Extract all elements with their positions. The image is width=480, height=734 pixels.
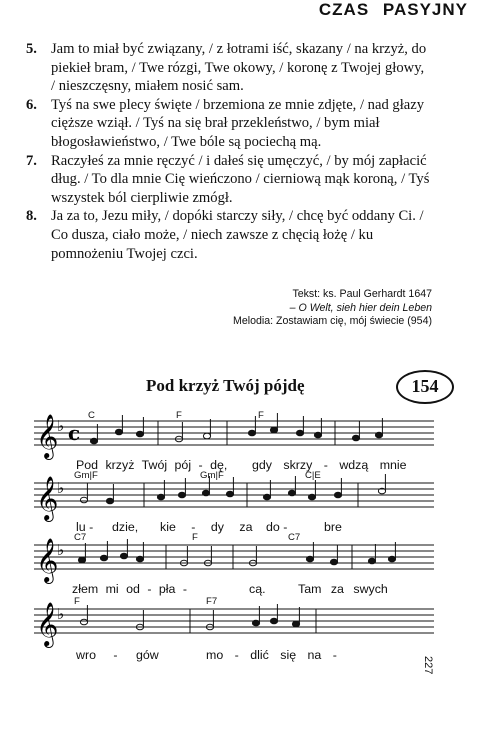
chord-symbol: F	[192, 532, 198, 543]
flat-sign-icon: ♭	[57, 605, 65, 623]
page-number: 227	[422, 656, 434, 675]
staff-system-3	[34, 538, 434, 584]
verse-number: 5.	[26, 41, 37, 57]
treble-clef-icon: 𝄞	[36, 414, 59, 458]
lyric-syllable: lu -	[76, 520, 94, 534]
chord-symbol: Gm|F	[74, 470, 98, 481]
verse-6	[26, 96, 431, 152]
verse-number: 7.	[26, 152, 37, 169]
common-time-icon: c	[68, 421, 81, 445]
lyric-line: złem mi od - pła -	[72, 582, 188, 596]
verse-number: 8.	[26, 208, 37, 225]
flat-sign-icon: ♭	[57, 541, 65, 559]
treble-clef-icon: 𝄞	[36, 476, 59, 520]
melody-credit: Melodia: Zostawiam cię, mój świecie (954)	[233, 315, 432, 328]
flat-sign-icon: ♭	[57, 417, 65, 435]
chord-symbol: Gm|F	[200, 470, 224, 481]
chord-symbol: F7	[206, 596, 218, 607]
verse-8	[26, 207, 431, 263]
lyric-line: Pod krzyż Twój pój - dę,	[76, 458, 228, 472]
chord-symbol: C7	[74, 532, 87, 543]
chord-symbol: C	[88, 410, 95, 421]
lyric-line: mo - dlić się na -	[206, 648, 337, 662]
lyric-syllable: kie - dy za	[160, 520, 253, 534]
staff-system-4	[34, 602, 434, 648]
lyric-syllable: wro -	[76, 648, 118, 662]
treble-clef-icon: 𝄞	[36, 538, 59, 582]
verse-text: Ja za to, Jezu miły, / dopóki starczy siły, / chcę być oddany Ci. / Co dusza, ciało może, / niech zawsze z chęcią łożę / ku pomnożeniu Twojej czci.	[51, 208, 424, 262]
chord-symbol: F	[258, 410, 264, 421]
music-score	[0, 395, 480, 685]
chord-symbol: C|E	[305, 470, 321, 481]
verse-text: Tyś na swe plecy święte / brzemiona ze mnie zdjęte, / nad głazy cięższe wziął. / Tyś na się brał przekleństwo, / bym miał błogosławieństwo, / Twe bóle są pociechą mą.	[51, 96, 425, 150]
verse-number: 6.	[26, 96, 37, 113]
lyric-syllable: gów	[136, 648, 159, 662]
chord-symbol: C7	[288, 532, 301, 543]
credits	[233, 288, 432, 329]
lyric-syllable: do -	[266, 520, 288, 534]
lyric-syllable: cą.	[249, 582, 266, 596]
lyric-line: gdy skrzy - wdzą mnie	[252, 458, 407, 472]
chord-symbol: F	[176, 410, 182, 421]
verses	[26, 40, 431, 263]
verse-text: Raczyłeś za mnie ręczyć / i dałeś się umęczyć, / by mój zapłacić dług. / To dla mnie Cię wieńczono / cierniową mąk koroną, / Tyś wszystek ból cierpliwie zmógł.	[51, 152, 430, 206]
flat-sign-icon: ♭	[57, 479, 65, 497]
section-header: CZAS PASYJNY	[318, 0, 468, 19]
hymn-title: Pod krzyż Twój pójdę	[146, 376, 305, 395]
text-author: Tekst: ks. Paul Gerhardt 1647	[292, 288, 432, 300]
staff-system-2	[34, 474, 434, 522]
lyric-syllable: bre	[324, 520, 342, 534]
treble-clef-icon: 𝄞	[36, 602, 59, 646]
hymn-number: 154	[396, 370, 454, 404]
verse-5	[26, 40, 431, 96]
original-title: – O Welt, sieh hier dein Leben	[289, 301, 432, 314]
verse-text: Jam to miał być związany, / z łotrami iść, skazany / na krzyż, do piekieł bram, / Twe rózgi, Twe okowy, / koronę z Twojej głowy, / nieszczęsny, miałem nosić sam.	[51, 41, 427, 95]
verse-7	[26, 152, 431, 208]
chord-symbol: F	[74, 596, 80, 607]
lyric-line: Tam za swych	[298, 582, 388, 596]
lyric-syllable: dzie,	[112, 520, 139, 534]
